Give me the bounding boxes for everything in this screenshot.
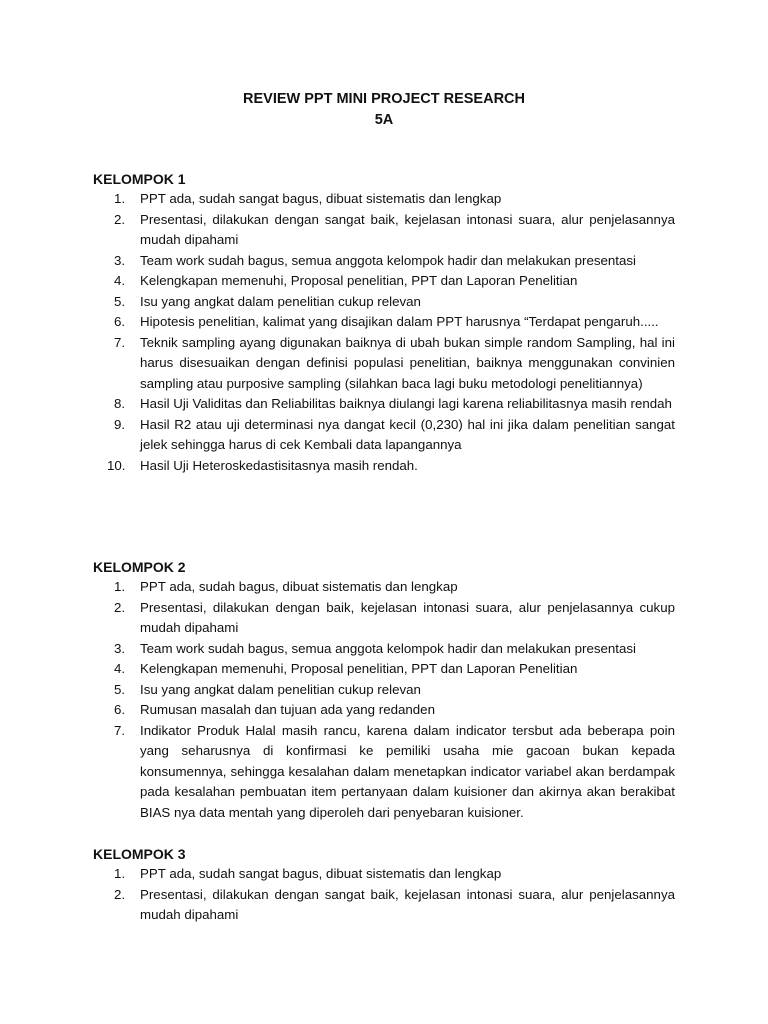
list-item: [93, 659, 675, 680]
title-line-2: 5A: [374, 112, 394, 128]
group-heading: KELOMPOK 2: [93, 559, 186, 575]
item-text: PPT ada, sudah bagus, dibuat sistematis dan lengkap: [140, 579, 458, 594]
item-number: 1.: [114, 191, 126, 206]
item-text: Kelengkapan memenuhi, Proposal penelitian, PPT dan Laporan Penelitian: [140, 273, 578, 288]
item-text: Isu yang angkat dalam penelitian cukup relevan: [140, 293, 421, 309]
group-heading: KELOMPOK 1: [93, 171, 186, 187]
list-item: [93, 415, 675, 456]
item-number: 1.: [114, 579, 126, 594]
item-number: 3.: [114, 640, 126, 656]
group-section-3: [93, 844, 675, 926]
list-item: [93, 189, 675, 210]
list-item: [93, 680, 675, 701]
group-section-1: [93, 169, 675, 476]
list-item: [93, 210, 675, 251]
item-number: 6.: [114, 702, 126, 717]
list-item: [93, 292, 675, 313]
item-text: PPT ada, sudah sangat bagus, dibuat sistematis dan lengkap: [140, 191, 502, 206]
item-text: Hasil Uji Validitas dan Reliabilitas baiknya diulangi lagi karena reliabilitasnya masih rendah: [140, 396, 672, 411]
list-item: [93, 721, 675, 824]
item-number: 7.: [114, 334, 126, 350]
item-number: 2.: [114, 599, 126, 615]
list-item: [93, 700, 675, 721]
list-item: [93, 271, 675, 292]
item-text: Kelengkapan memenuhi, Proposal penelitian, PPT dan Laporan Penelitian: [140, 661, 578, 676]
item-text: Isu yang angkat dalam penelitian cukup relevan: [140, 681, 421, 697]
item-text: Hasil R2 atau uji determinasi nya dangat kecil (0,230) hal ini jika dalam penelitian sangat jelek sehingga harus di cek Kembali data lapangannya: [140, 416, 675, 452]
item-text: Presentasi, dilakukan dengan baik, kejelasan intonasi suara, alur penjelasannya cukup mudah dipahami: [140, 599, 675, 635]
item-text: Presentasi, dilakukan dengan sangat baik, kejelasan intonasi suara, alur penjelasannya mudah dipahami: [140, 211, 675, 247]
list-item: [93, 333, 675, 395]
item-text: Indikator Produk Halal masih rancu, karena dalam indicator tersbut ada beberapa poin yang seharusnya di konfirmasi ke pemiliki usaha mie gacoan bukan kepada konsumennya, sehingga kesalahan dalam menetapkan indicator variabel akan berdampak pada kesalahan pembuatan item pertanyaan dalam kuisioner dan akirnya akan berakibat BIAS nya data mentah yang diperoleh dari penyebaran kuisioner.: [140, 722, 675, 820]
group-section-2: [93, 557, 675, 823]
list-item: [93, 312, 675, 333]
review-list: [93, 189, 675, 476]
item-number: 8.: [114, 396, 126, 411]
item-text: Presentasi, dilakukan dengan sangat baik, kejelasan intonasi suara, alur penjelasannya mudah dipahami: [140, 886, 675, 922]
item-number: 4.: [114, 661, 126, 676]
list-item: [93, 577, 675, 598]
title-line-1: REVIEW PPT MINI PROJECT RESEARCH: [243, 91, 525, 107]
item-text: Teknik sampling ayang digunakan baiknya di ubah bukan simple random Sampling, hal ini harus disesuaikan dengan definisi populasi penelitian, baiknya menggunakan convinien sampling atau purposive sampling (silahkan baca lagi buku metodologi penelitiannya): [140, 334, 675, 391]
item-text: Hasil Uji Heteroskedastisitasnya masih rendah.: [140, 457, 418, 473]
item-number: 1.: [114, 866, 126, 881]
group-heading: KELOMPOK 3: [93, 846, 186, 862]
item-text: Hipotesis penelitian, kalimat yang disajikan dalam PPT harusnya “Terdapat pengaruh.....: [140, 314, 659, 329]
list-item: [93, 394, 675, 415]
list-item: [93, 639, 675, 660]
item-text: Team work sudah bagus, semua anggota kelompok hadir dan melakukan presentasi: [140, 252, 636, 268]
item-number: 7.: [114, 722, 126, 738]
item-number: 6.: [114, 314, 126, 329]
item-number: 2.: [114, 211, 126, 227]
list-item: [93, 885, 675, 926]
document-title: [0, 89, 768, 131]
item-text: Rumusan masalah dan tujuan ada yang redanden: [140, 702, 435, 717]
item-number: 5.: [114, 293, 126, 309]
item-text: PPT ada, sudah sangat bagus, dibuat sistematis dan lengkap: [140, 866, 502, 881]
item-number: 4.: [114, 273, 126, 288]
item-number: 3.: [114, 252, 126, 268]
review-list: [93, 864, 675, 926]
item-text: Team work sudah bagus, semua anggota kelompok hadir dan melakukan presentasi: [140, 640, 636, 656]
list-item: [93, 864, 675, 885]
list-item: [93, 251, 675, 272]
item-number: 5.: [114, 681, 126, 697]
item-number: 2.: [114, 886, 126, 902]
item-number: 9.: [114, 416, 126, 432]
list-item: [93, 456, 675, 477]
item-number: 10.: [107, 457, 126, 473]
list-item: [93, 598, 675, 639]
review-list: [93, 577, 675, 823]
